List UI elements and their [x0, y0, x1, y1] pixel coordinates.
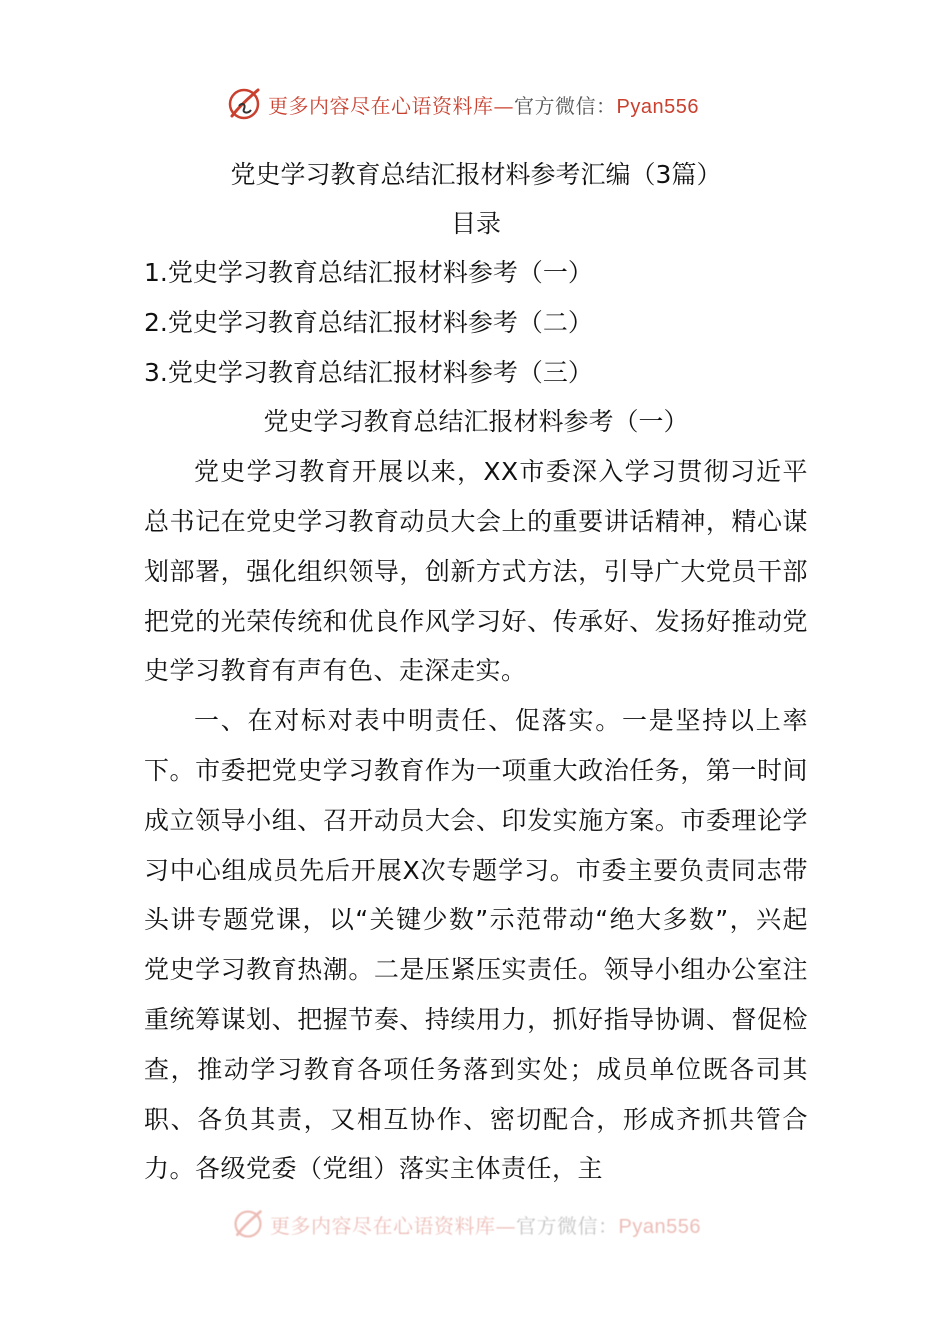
document-body	[144, 150, 808, 1194]
watermark-main: 更多内容尽在心语资料库	[268, 93, 494, 118]
toc-item: 1.党史学习教育总结汇报材料参考（一）	[144, 258, 593, 287]
section-title: 党史学习教育总结汇报材料参考（一）	[263, 407, 689, 437]
brand-logo-icon	[232, 1208, 264, 1240]
paragraph: 党史学习教育开展以来，XX市委深入学习贯彻习近平总书记在党史学习教育动员大会上的重要讲话精神，精心谋划部署，强化组织领导，创新方式方法，引导广大党员干部把党的光荣传统和优良作风学习好、传承好、发扬好推动党史学习教育有声有色、走深走实。	[144, 457, 808, 686]
document-title: 党史学习教育总结汇报材料参考汇编（3篇）	[230, 160, 722, 189]
footer-watermark-wechat-label: 官方微信：	[516, 1213, 619, 1238]
footer-watermark	[232, 1204, 701, 1244]
paragraph: 一、在对标对表中明责任、促落实。一是坚持以上率下。市委把党史学习教育作为一项重大政治任务，第一时间成立领导小组、召开动员大会、印发实施方案。市委理论学习中心组成员先后开展X次专题学习。市委主要负责同志带头讲专题党课，以“关键少数”示范带动“绝大多数”，兴起党史学习教育热潮。二是压紧压实责任。领导小组办公室注重统筹谋划、把握节奏、持续用力，抓好指导协调、督促检查，推动学习教育各项任务落到实处；成员单位既各司其职、各负其责，又相互协作、密切配合，形成齐抓共管合力。各级党委（党组）落实主体责任，主	[144, 706, 808, 1184]
toc-heading: 目录	[450, 209, 501, 238]
header-watermark	[226, 82, 699, 126]
footer-watermark-separator: —	[495, 1213, 516, 1238]
watermark-separator: —	[493, 93, 514, 118]
toc-item: 2.党史学习教育总结汇报材料参考（二）	[144, 307, 593, 337]
toc-item: 3.党史学习教育总结汇报材料参考（三）	[144, 357, 593, 387]
brand-logo-icon	[226, 86, 262, 122]
footer-watermark-wechat-id: Pyan556	[618, 1215, 701, 1238]
footer-watermark-main: 更多内容尽在心语资料库	[270, 1213, 496, 1238]
watermark-wechat-label: 官方微信：	[514, 93, 617, 118]
watermark-text	[268, 90, 699, 119]
footer-watermark-text	[270, 1210, 701, 1239]
watermark-wechat-id: Pyan556	[616, 95, 699, 118]
